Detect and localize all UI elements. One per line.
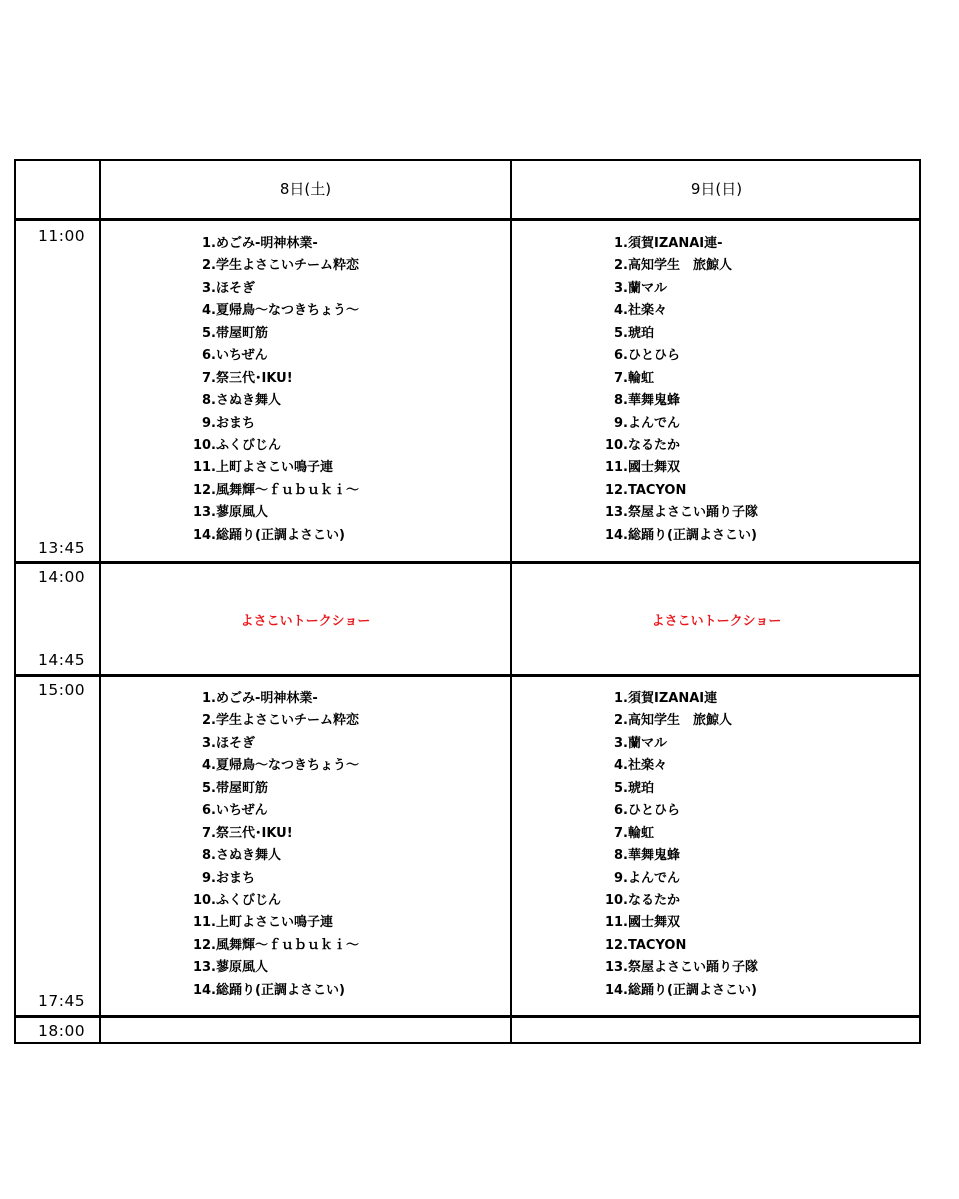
team-list-saturday-morning [184, 233, 359, 547]
team-name: 社楽々 [628, 758, 668, 774]
team-entry [184, 345, 359, 367]
team-entry [600, 435, 758, 457]
team-number: 12. [604, 937, 628, 953]
team-name: 夏帰鳥～なつきちょう～ [216, 303, 360, 319]
team-number: 13. [604, 505, 628, 521]
team-number: 13. [604, 960, 628, 976]
team-entry [184, 255, 359, 277]
talk-show-sunday: よさこいトークショー [651, 614, 782, 629]
column-divider [510, 161, 512, 1042]
team-name: いちぜん [216, 803, 268, 819]
team-name: 総踊り(正調よさこい) [628, 982, 757, 998]
time-label: 15:00 [38, 681, 86, 699]
team-name: 須賀IZANAI連- [628, 236, 723, 251]
team-entry [600, 323, 758, 345]
team-number: 14. [604, 527, 628, 543]
team-number: 10. [604, 892, 628, 908]
schedule-table [14, 159, 921, 1044]
day-header-sunday: 9日(日) [690, 180, 743, 198]
team-entry [184, 778, 359, 800]
team-name: 上町よさこい鳴子連 [216, 460, 334, 476]
team-number: 11. [192, 460, 216, 476]
team-name: 華舞鬼蜂 [628, 848, 681, 864]
team-entry [600, 368, 758, 390]
team-entry [600, 912, 758, 934]
team-entry [184, 457, 359, 479]
team-entry [600, 255, 758, 277]
team-name: 祭屋よさこい踊り子隊 [628, 960, 759, 976]
team-name: 上町よさこい鳴子連 [216, 915, 334, 931]
team-entry [184, 525, 359, 547]
team-name: 総踊り(正調よさこい) [216, 527, 345, 543]
team-name: さぬき舞人 [216, 848, 282, 864]
team-name: よんでん [628, 415, 681, 431]
team-name: TACYON [628, 482, 687, 498]
time-label: 13:45 [38, 539, 86, 557]
team-number: 3. [202, 280, 216, 296]
team-name: 輪虹 [628, 370, 655, 386]
team-name: めごみ-明神林業- [216, 236, 318, 251]
team-entry [184, 502, 359, 524]
team-number: 5. [202, 780, 216, 796]
team-number: 8. [202, 848, 216, 864]
team-entry [184, 368, 359, 390]
team-number: 11. [192, 915, 216, 931]
team-name: 蘭マル [628, 280, 668, 296]
team-name: 学生よさこいチーム粋恋 [216, 258, 360, 274]
team-number: 2. [614, 713, 628, 729]
team-entry [184, 688, 359, 710]
column-divider [99, 161, 101, 1042]
team-number: 2. [614, 258, 628, 274]
team-number: 11. [604, 915, 628, 931]
team-entry [184, 278, 359, 300]
team-number: 12. [192, 482, 216, 498]
team-number: 1. [202, 691, 216, 706]
team-name: 祭屋よさこい踊り子隊 [628, 505, 759, 521]
team-entry [600, 525, 758, 547]
team-entry [184, 710, 359, 732]
team-number: 1. [614, 691, 628, 706]
team-entry [600, 755, 758, 777]
team-number: 12. [192, 937, 216, 953]
team-name: 祭三代･IKU! [216, 370, 293, 386]
team-number: 10. [192, 437, 216, 453]
team-name: 総踊り(正調よさこい) [628, 527, 757, 543]
team-name: いちぜん [216, 348, 268, 364]
team-name: ひとひら [628, 803, 681, 819]
team-number: 3. [614, 735, 628, 751]
talk-show-saturday: よさこいトークショー [240, 614, 371, 629]
team-number: 9. [614, 415, 628, 431]
team-name: 祭三代･IKU! [216, 825, 293, 841]
team-number: 10. [192, 892, 216, 908]
team-number: 6. [202, 348, 216, 364]
team-entry [184, 755, 359, 777]
team-name: 風舞輝～ｆｕｂｕｋｉ～ [216, 482, 360, 498]
team-name: 琥珀 [628, 325, 655, 341]
team-name: 帯屋町筋 [216, 780, 269, 796]
team-number: 11. [604, 460, 628, 476]
team-entry [184, 868, 359, 890]
team-entry [600, 980, 758, 1002]
team-number: 5. [202, 325, 216, 341]
team-name: 輪虹 [628, 825, 655, 841]
team-list-saturday-afternoon [184, 688, 359, 1002]
team-number: 2. [202, 258, 216, 274]
team-entry [184, 957, 359, 979]
team-number: 13. [192, 960, 216, 976]
team-entry [600, 868, 758, 890]
team-number: 3. [202, 735, 216, 751]
team-entry [600, 390, 758, 412]
team-number: 6. [614, 348, 628, 364]
team-number: 9. [202, 870, 216, 886]
team-number: 2. [202, 713, 216, 729]
block-divider [16, 561, 919, 564]
team-number: 10. [604, 437, 628, 453]
team-entry [600, 413, 758, 435]
team-number: 14. [192, 982, 216, 998]
team-entry [600, 935, 758, 957]
team-name: 華舞鬼蜂 [628, 393, 681, 409]
team-entry [600, 845, 758, 867]
team-name: TACYON [628, 937, 687, 953]
team-name: 蓼原風人 [216, 505, 269, 521]
team-name: 國士舞双 [628, 460, 681, 476]
team-name: ふくびじん [216, 892, 282, 908]
team-entry [600, 800, 758, 822]
team-number: 7. [202, 370, 216, 386]
team-number: 7. [614, 370, 628, 386]
team-entry [184, 733, 359, 755]
team-entry [600, 957, 758, 979]
team-entry [600, 502, 758, 524]
team-name: 琥珀 [628, 780, 655, 796]
team-name: 國士舞双 [628, 915, 681, 931]
day-header-saturday: 8日(土) [279, 180, 332, 198]
team-name: めごみ-明神林業- [216, 691, 318, 706]
team-name: 社楽々 [628, 303, 668, 319]
time-label: 18:00 [38, 1022, 86, 1040]
team-entry [600, 688, 758, 710]
team-entry [184, 413, 359, 435]
team-entry [600, 823, 758, 845]
team-name: ふくびじん [216, 437, 282, 453]
team-number: 7. [202, 825, 216, 841]
team-name: 高知学生 旅鯨人 [628, 713, 733, 729]
team-entry [184, 845, 359, 867]
team-name: ほそぎ [216, 280, 256, 296]
time-label: 14:45 [38, 651, 86, 669]
team-name: 蘭マル [628, 735, 668, 751]
team-number: 8. [202, 393, 216, 409]
team-entry [600, 300, 758, 322]
team-name: 蓼原風人 [216, 960, 269, 976]
team-name: おまち [216, 415, 256, 431]
team-entry [600, 710, 758, 732]
team-number: 4. [614, 758, 628, 774]
team-name: ひとひら [628, 348, 681, 364]
team-number: 8. [614, 393, 628, 409]
team-number: 8. [614, 848, 628, 864]
team-number: 1. [202, 236, 216, 251]
team-entry [600, 778, 758, 800]
team-list-sunday-morning [600, 233, 758, 547]
team-entry [600, 480, 758, 502]
team-entry [184, 480, 359, 502]
team-number: 13. [192, 505, 216, 521]
team-number: 6. [202, 803, 216, 819]
team-number: 7. [614, 825, 628, 841]
team-number: 9. [202, 415, 216, 431]
team-entry [184, 390, 359, 412]
time-label: 11:00 [38, 227, 86, 245]
team-entry [184, 823, 359, 845]
team-entry [600, 233, 758, 255]
team-entry [600, 890, 758, 912]
time-label: 17:45 [38, 992, 86, 1010]
team-name: ほそぎ [216, 735, 256, 751]
team-entry [600, 733, 758, 755]
block-divider [16, 1015, 919, 1018]
team-number: 3. [614, 280, 628, 296]
team-name: 夏帰鳥～なつきちょう～ [216, 758, 360, 774]
team-entry [184, 300, 359, 322]
team-name: なるたか [628, 437, 681, 453]
team-number: 5. [614, 780, 628, 796]
team-number: 4. [202, 758, 216, 774]
team-name: おまち [216, 870, 256, 886]
team-name: 帯屋町筋 [216, 325, 269, 341]
team-entry [184, 890, 359, 912]
block-divider [16, 674, 919, 677]
time-label: 14:00 [38, 568, 86, 586]
team-entry [184, 912, 359, 934]
team-entry [600, 457, 758, 479]
team-number: 4. [614, 303, 628, 319]
team-entry [184, 800, 359, 822]
team-number: 1. [614, 236, 628, 251]
team-number: 9. [614, 870, 628, 886]
team-name: よんでん [628, 870, 681, 886]
team-number: 14. [604, 982, 628, 998]
team-entry [184, 980, 359, 1002]
team-name: 高知学生 旅鯨人 [628, 258, 733, 274]
team-number: 4. [202, 303, 216, 319]
team-name: さぬき舞人 [216, 393, 282, 409]
team-name: 風舞輝～ｆｕｂｕｋｉ～ [216, 937, 360, 953]
team-name: 学生よさこいチーム粋恋 [216, 713, 360, 729]
team-number: 6. [614, 803, 628, 819]
team-name: 総踊り(正調よさこい) [216, 982, 345, 998]
team-name: 須賀IZANAI連 [628, 691, 718, 706]
team-number: 14. [192, 527, 216, 543]
header-divider [16, 218, 919, 221]
team-entry [600, 278, 758, 300]
team-number: 12. [604, 482, 628, 498]
team-list-sunday-afternoon [600, 688, 758, 1002]
team-entry [184, 323, 359, 345]
team-number: 5. [614, 325, 628, 341]
team-entry [184, 435, 359, 457]
team-entry [184, 935, 359, 957]
team-name: なるたか [628, 892, 681, 908]
team-entry [184, 233, 359, 255]
team-entry [600, 345, 758, 367]
